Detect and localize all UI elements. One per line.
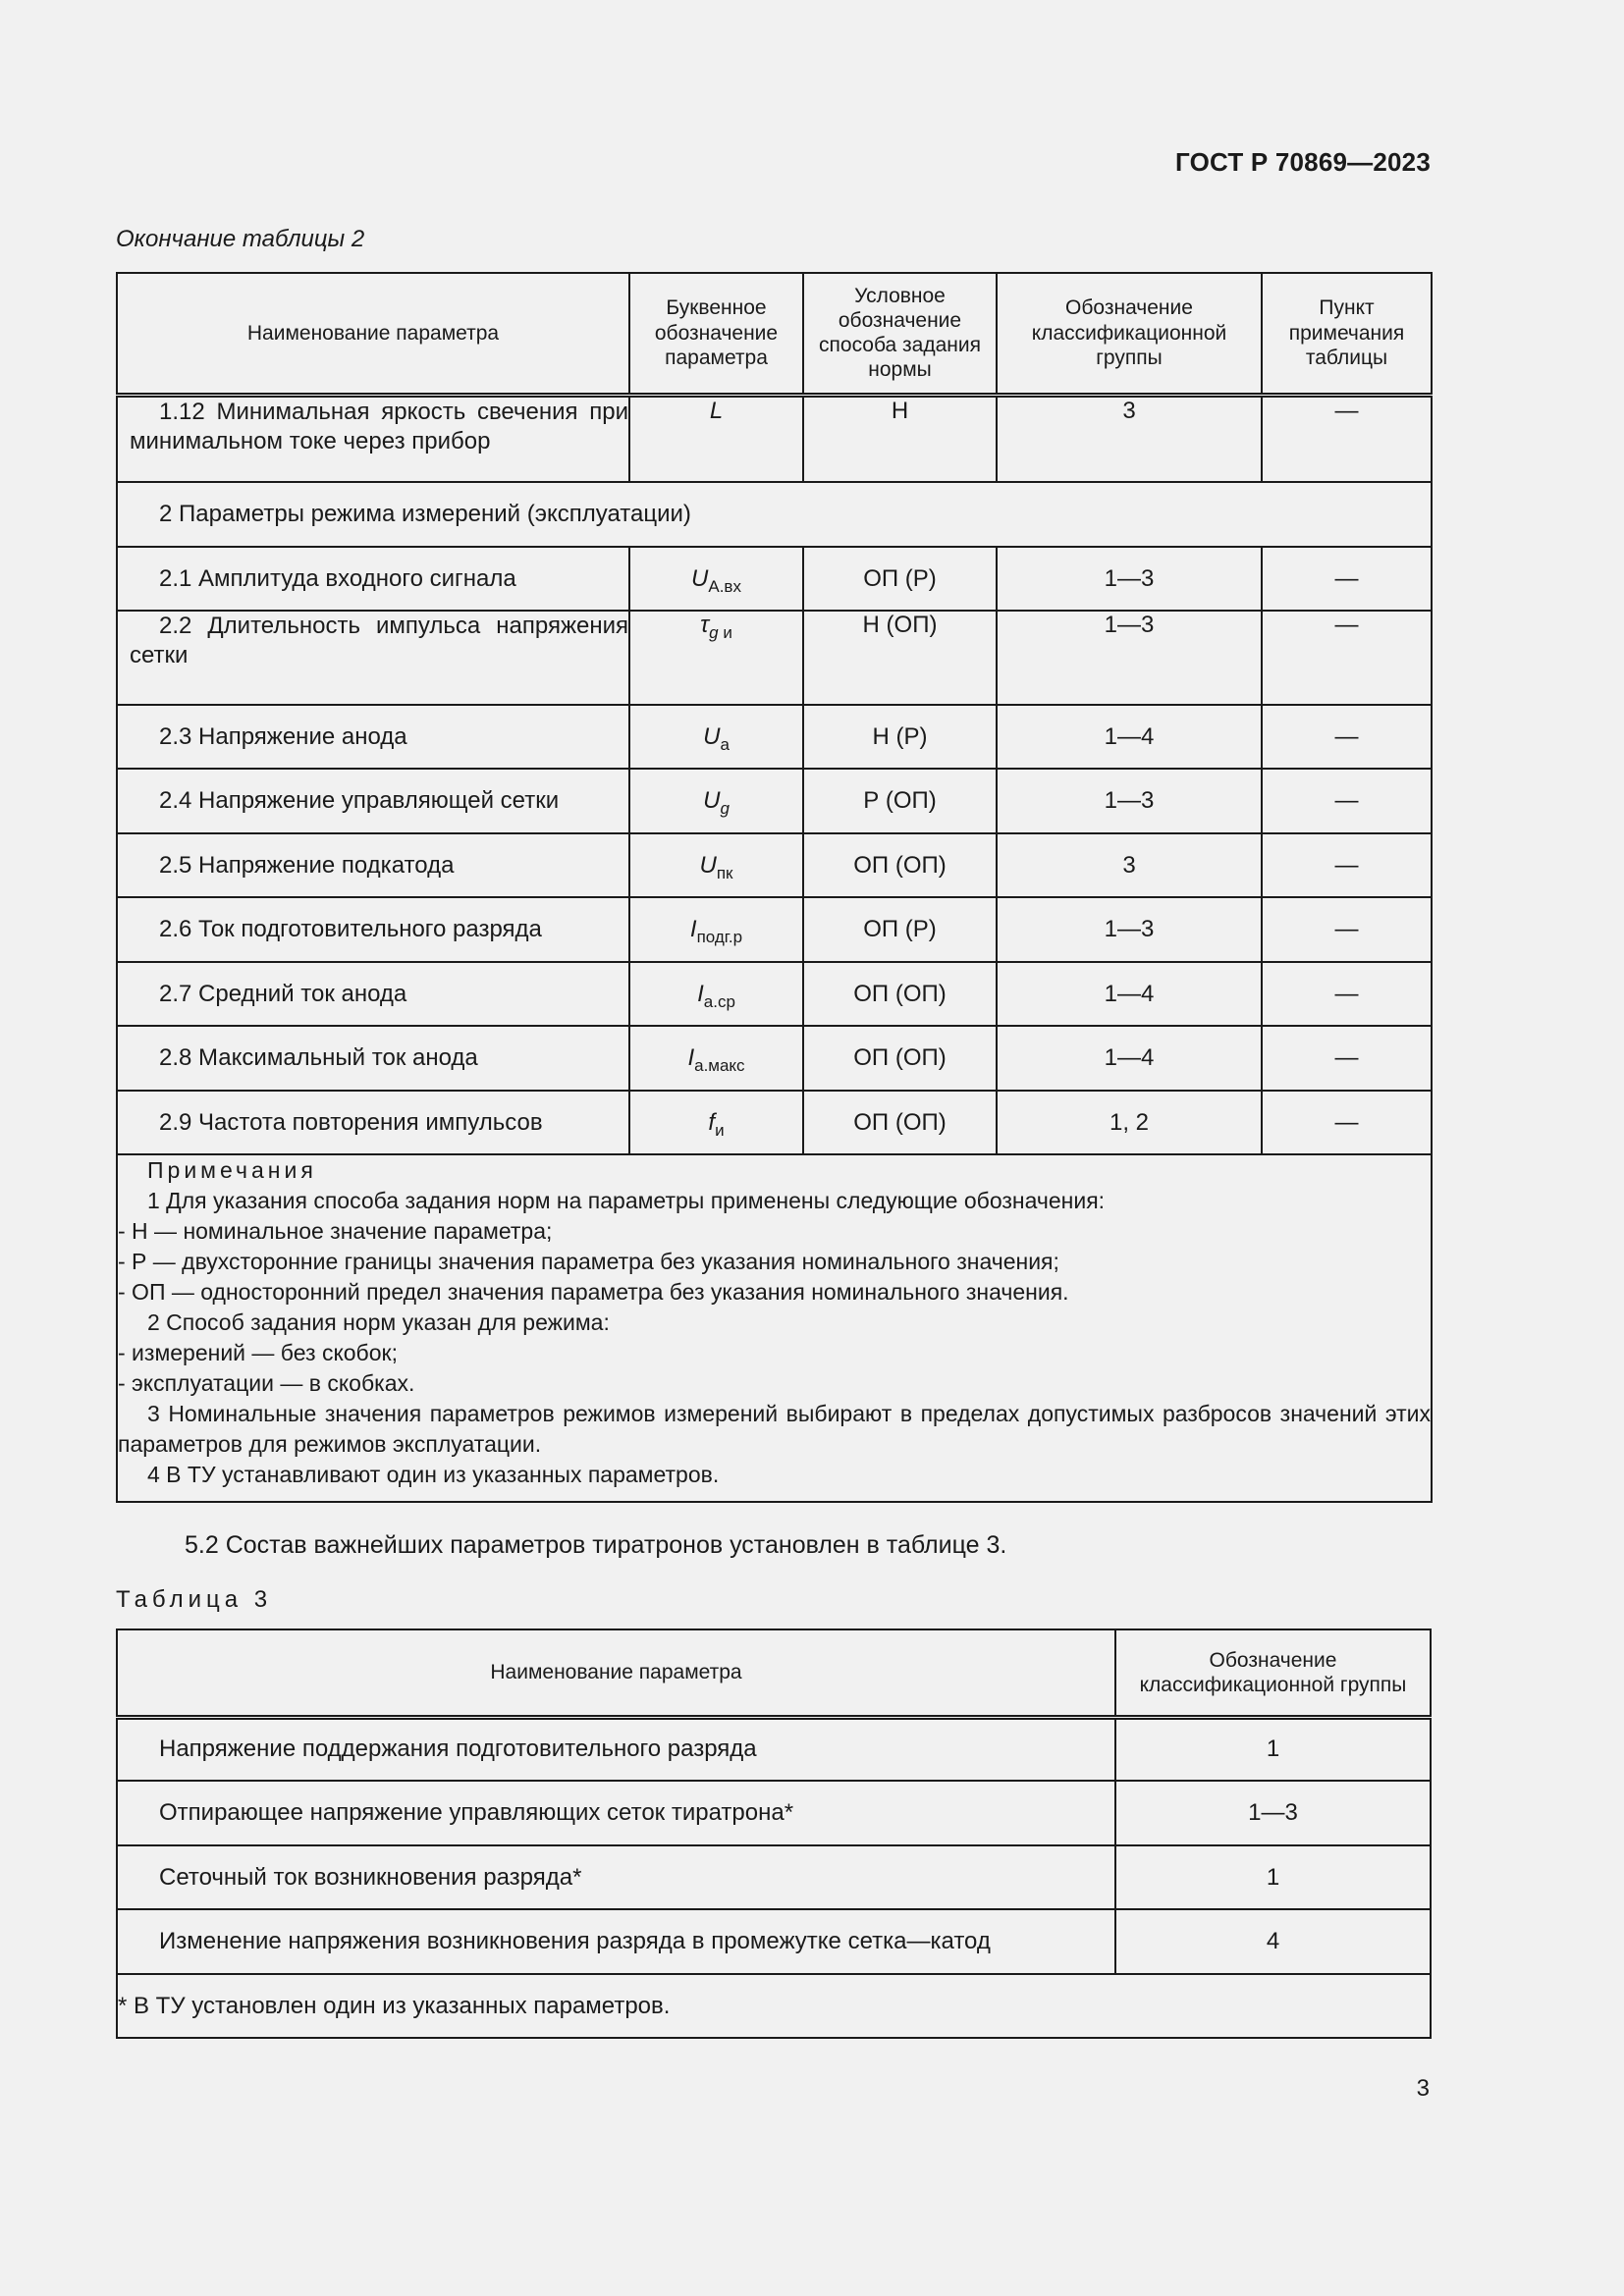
row-symbol: L xyxy=(629,395,803,482)
row-name: 2.3 Напряжение анода xyxy=(117,705,629,769)
note-3: 3 Номинальные значения параметров режимов измерений выбирают в пределах допустимых разбросов значений этих параметров для режимов эксплуатации. xyxy=(118,1401,1431,1457)
row-note: — xyxy=(1262,1091,1432,1154)
row-name: 2.1 Амплитуда входного сигнала xyxy=(117,547,629,611)
row-group: 1—4 xyxy=(997,705,1262,769)
note-1: 1 Для указания способа задания норм на параметры применены следующие обозначения: xyxy=(147,1188,1106,1213)
row-method: Р (ОП) xyxy=(803,769,997,833)
note-2a: - измерений — без скобок; xyxy=(118,1340,398,1365)
note-2b: - эксплуатации — в скобках. xyxy=(118,1370,415,1396)
table2-caption: Окончание таблицы 2 xyxy=(116,226,365,252)
parameters-table-3 xyxy=(116,1629,1432,2039)
header-param-name: Наименование параметра xyxy=(117,273,629,395)
table-row xyxy=(117,1909,1431,1974)
section-5-2-text: 5.2 Состав важнейших параметров тиратронов установлен в таблице 3. xyxy=(185,1531,1007,1559)
row-symbol: $U_{пк}$ xyxy=(629,833,803,897)
table-row xyxy=(117,962,1432,1026)
note-2: 2 Способ задания норм указан для режима: xyxy=(147,1309,610,1335)
row-method: Н xyxy=(803,395,997,482)
document-code: ГОСТ Р 70869—2023 xyxy=(1175,147,1431,177)
row-method: ОП (ОП) xyxy=(803,962,997,1026)
table3-header-row xyxy=(117,1629,1431,1717)
note-4: 4 В ТУ устанавливают один из указанных параметров. xyxy=(147,1462,720,1487)
header-letter-symbol: Буквенное обозначение параметра xyxy=(629,273,803,395)
row-note: — xyxy=(1262,897,1432,962)
notes-title: Примечания xyxy=(147,1157,317,1183)
note-1a: - Н — номинальное значение параметра; xyxy=(118,1218,553,1244)
row-method: ОП (ОП) xyxy=(803,833,997,897)
row-group: 1 xyxy=(1115,1845,1431,1909)
row-symbol: $U_g$ xyxy=(629,769,803,833)
table-row xyxy=(117,395,1432,482)
header-class-group: Обозначение классификационной группы xyxy=(997,273,1262,395)
row-group: 3 xyxy=(997,395,1262,482)
header-note-ref: Пункт примечания таблицы xyxy=(1262,273,1432,395)
page-number: 3 xyxy=(1416,2075,1430,2102)
row-group: 1—4 xyxy=(997,1026,1262,1091)
note-1b: - Р — двухсторонние границы значения параметра без указания номинального значения; xyxy=(118,1249,1059,1274)
row-name: 2.4 Напряжение управляющей сетки xyxy=(117,769,629,833)
table-row xyxy=(117,1845,1431,1909)
row-symbol: $U_{А.вх}$ xyxy=(629,547,803,611)
note-1c: - ОП — односторонний предел значения параметра без указания номинального значения. xyxy=(118,1279,1069,1305)
table-row xyxy=(117,547,1432,611)
row-name: 2.7 Средний ток анода xyxy=(117,962,629,1026)
row-group: 1—3 xyxy=(997,611,1262,705)
row-name: 2.9 Частота повторения импульсов xyxy=(117,1091,629,1154)
row-name: 2.6 Ток подготовительного разряда xyxy=(117,897,629,962)
row-note: — xyxy=(1262,611,1432,705)
row-group: 4 xyxy=(1115,1909,1431,1974)
notes-row xyxy=(117,1154,1432,1502)
row-name: Сеточный ток возникновения разряда* xyxy=(117,1845,1115,1909)
row-method: Н (ОП) xyxy=(803,611,997,705)
row-symbol: $\tau_{g и}$ xyxy=(629,611,803,705)
row-note: — xyxy=(1262,705,1432,769)
table-row xyxy=(117,611,1432,705)
row-symbol: $U_а$ xyxy=(629,705,803,769)
row-note: — xyxy=(1262,395,1432,482)
row-note: — xyxy=(1262,962,1432,1026)
table2-header-row xyxy=(117,273,1432,395)
row-group: 3 xyxy=(997,833,1262,897)
row-method: ОП (Р) xyxy=(803,897,997,962)
row-note: — xyxy=(1262,769,1432,833)
row-name: 1.12 Минимальная яркость свечения при минимальном токе через прибор xyxy=(117,395,629,482)
row-name: Изменение напряжения возникновения разряда в промежутке сетка—катод xyxy=(117,1909,1115,1974)
header-class-group: Обозначение классификационной группы xyxy=(1115,1629,1431,1717)
row-note: — xyxy=(1262,547,1432,611)
row-group: 1—3 xyxy=(997,547,1262,611)
row-group: 1—4 xyxy=(997,962,1262,1026)
row-group: 1—3 xyxy=(997,897,1262,962)
row-group: 1 xyxy=(1115,1717,1431,1781)
row-method: ОП (ОП) xyxy=(803,1091,997,1154)
parameters-table-2 xyxy=(116,272,1433,1503)
row-symbol: $f_и$ xyxy=(629,1091,803,1154)
table-row xyxy=(117,833,1432,897)
table-row xyxy=(117,1091,1432,1154)
table-row xyxy=(117,1717,1431,1781)
row-symbol: $I_{подг.р}$ xyxy=(629,897,803,962)
row-name: Напряжение поддержания подготовительного разряда xyxy=(117,1717,1115,1781)
table-row xyxy=(117,1781,1431,1845)
table2-notes xyxy=(117,1154,1432,1502)
row-note: — xyxy=(1262,833,1432,897)
row-group: 1, 2 xyxy=(997,1091,1262,1154)
header-param-name: Наименование параметра xyxy=(117,1629,1115,1717)
row-group: 1—3 xyxy=(1115,1781,1431,1845)
footnote-row xyxy=(117,1974,1431,2038)
table3-footnote: * В ТУ установлен один из указанных параметров. xyxy=(117,1974,1431,2038)
row-name: 2.8 Максимальный ток анода xyxy=(117,1026,629,1091)
table3-caption: Таблица 3 xyxy=(116,1586,273,1613)
row-name: 2.5 Напряжение подкатода xyxy=(117,833,629,897)
table-row xyxy=(117,897,1432,962)
table-row xyxy=(117,769,1432,833)
table-row xyxy=(117,705,1432,769)
row-method: Н (Р) xyxy=(803,705,997,769)
row-symbol: $I_{а.ср}$ xyxy=(629,962,803,1026)
section-2-title: 2 Параметры режима измерений (эксплуатации) xyxy=(117,482,1432,547)
section-row xyxy=(117,482,1432,547)
row-method: ОП (Р) xyxy=(803,547,997,611)
row-group: 1—3 xyxy=(997,769,1262,833)
row-method: ОП (ОП) xyxy=(803,1026,997,1091)
row-symbol: $I_{а.макс}$ xyxy=(629,1026,803,1091)
row-name: 2.2 Длительность импульса напряжения сетки xyxy=(117,611,629,705)
row-name: Отпирающее напряжение управляющих сеток тиратрона* xyxy=(117,1781,1115,1845)
header-norm-method: Условное обозначение способа задания нормы xyxy=(803,273,997,395)
row-note: — xyxy=(1262,1026,1432,1091)
table-row xyxy=(117,1026,1432,1091)
